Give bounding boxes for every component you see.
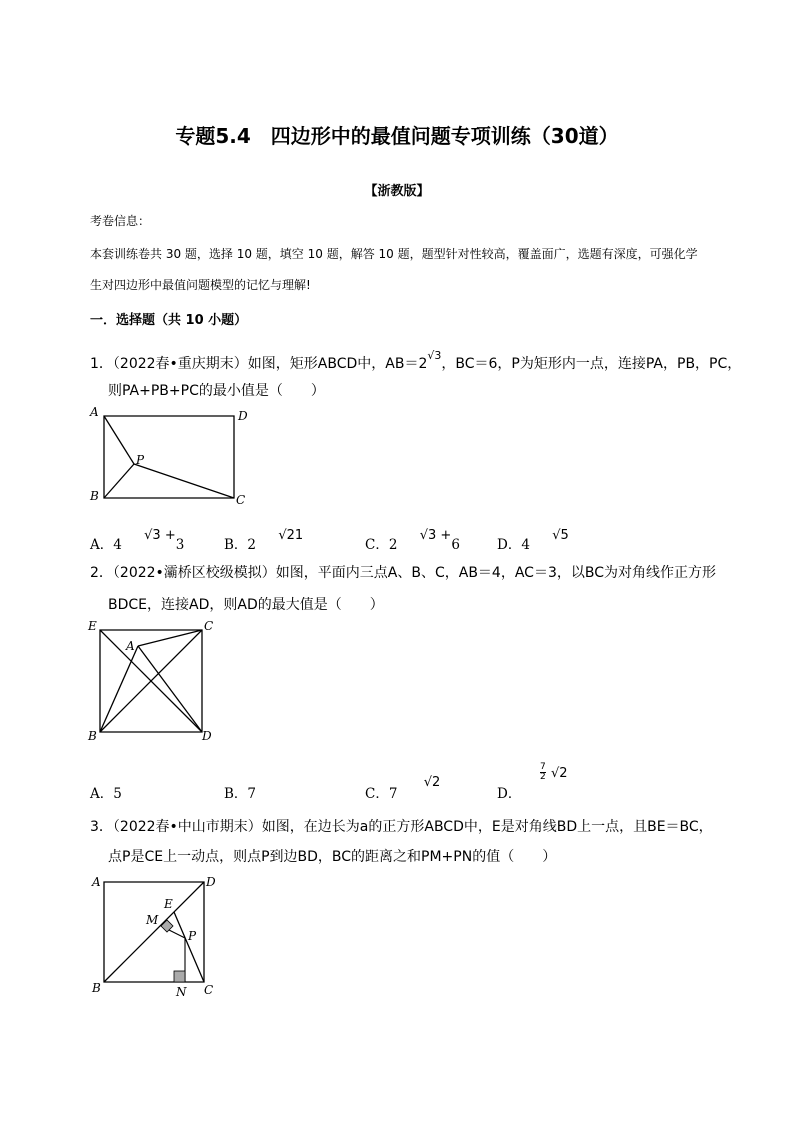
q3-label-n: N xyxy=(176,985,187,999)
q1-label-b: B xyxy=(90,489,99,503)
q2-stem-line-2: BDCE，连接AD，则AD的最大值是（ ） xyxy=(108,597,384,613)
q2-figure-square xyxy=(86,616,226,744)
q2-label-e: E xyxy=(88,619,97,633)
q2-option-c[interactable]: C．7 √2 xyxy=(365,775,441,802)
q1-figure-rectangle xyxy=(86,402,256,510)
q1-option-a[interactable]: A．4 √3 +3 xyxy=(90,528,185,553)
edition-label: 【浙教版】 xyxy=(364,184,430,199)
q1-option-c[interactable]: C．2 √3 +6 xyxy=(365,528,460,553)
info-line-1: 本套训练卷共 30 题，选择 10 题，填空 10 题，解答 10 题，题型针对性较高，覆盖面广，选题有深度，可强化学 xyxy=(90,247,698,261)
q1-stem-line-2: 则PA+PB+PC的最小值是（ ） xyxy=(108,383,325,399)
q2-label-b: B xyxy=(88,729,97,743)
q2-option-a[interactable]: A．5 xyxy=(90,786,122,802)
q1-stem-part-b: ，BC＝6，P为矩形内一点，连接PA，PB，PC， xyxy=(441,356,742,372)
q2-label-a: A xyxy=(126,639,135,653)
q3-label-e: E xyxy=(164,897,173,911)
q2-option-b[interactable]: B．7 xyxy=(224,786,257,802)
q1-label-d: D xyxy=(238,409,248,423)
q3-label-c: C xyxy=(204,983,214,997)
q3-label-d: D xyxy=(206,875,216,889)
q2-option-d-fraction: 7 2 xyxy=(540,762,546,782)
q1-label-c: C xyxy=(236,493,246,507)
q1-root-ab: √3 xyxy=(427,349,442,362)
q3-figure-square xyxy=(88,870,228,1000)
q3-label-m: M xyxy=(146,913,159,927)
q2-label-c: C xyxy=(204,619,214,633)
q1-stem-line-1 xyxy=(90,349,742,373)
q3-label-b: B xyxy=(92,981,101,995)
q2-label-d: D xyxy=(202,729,212,743)
info-heading: 考卷信息： xyxy=(90,214,151,228)
q3-label-p: P xyxy=(188,929,197,943)
q1-option-b[interactable]: B．2 √21 xyxy=(224,528,304,553)
q3-label-a: A xyxy=(92,875,101,889)
page-title: 专题5.4 四边形中的最值问题专项训练（30道） xyxy=(175,124,619,148)
q1-stem-part-a: 1．（2022春•重庆期末）如图，矩形ABCD中，AB＝2 xyxy=(90,356,428,372)
q2-option-d[interactable]: D． xyxy=(497,786,522,802)
info-line-2: 生对四边形中最值问题模型的记忆与理解! xyxy=(90,278,311,292)
q3-stem-line-1: 3．（2022春•中山市期末）如图，在边长为a的正方形ABCD中，E是对角线BD上一点，且BE＝BC， xyxy=(90,819,713,835)
q2-stem-line-1: 2．（2022•灞桥区校级模拟）如图，平面内三点A、B、C，AB＝4，AC＝3，以BC为对角线作正方形 xyxy=(90,565,716,581)
q1-option-d[interactable]: D．4 √5 xyxy=(497,528,569,553)
q1-label-a: A xyxy=(90,405,99,419)
q1-label-p: P xyxy=(136,453,145,467)
q2-option-d-root: √2 xyxy=(551,766,568,781)
section-choice-heading: 一．选择题（共 10 小题） xyxy=(90,313,248,328)
q3-stem-line-2: 点P是CE上一动点，则点P到边BD，BC的距离之和PM+PN的值（ ） xyxy=(108,849,557,865)
